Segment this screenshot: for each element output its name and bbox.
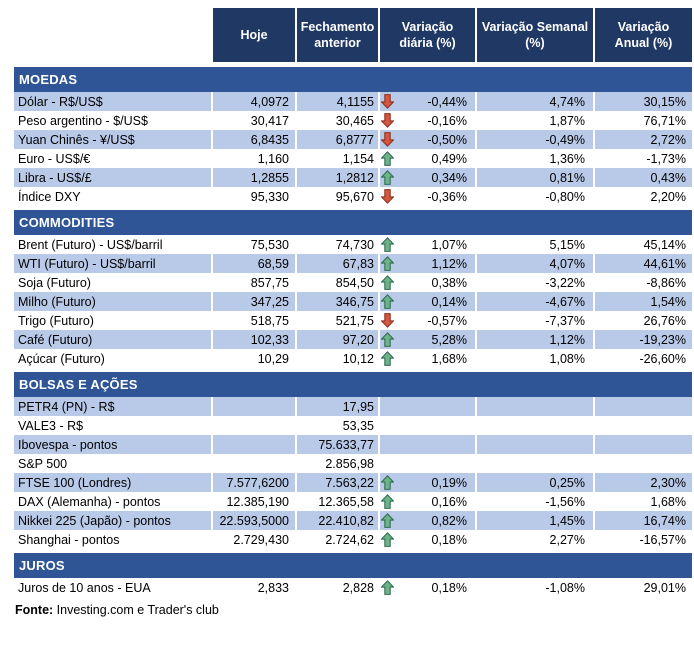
variacao-diaria-value: 0,18% bbox=[431, 532, 467, 547]
variacao-diaria-value: 0,82% bbox=[431, 513, 467, 528]
trend-up-arrow-icon bbox=[381, 294, 395, 309]
cell-fechamento-anterior: 7.563,22 bbox=[295, 473, 378, 492]
cell-variacao-semanal bbox=[475, 416, 593, 435]
trend-arrow-placeholder bbox=[381, 437, 395, 452]
column-header-variac-a-o-anual: Variação Anual (%) bbox=[593, 8, 692, 62]
table-row-ac-u-car-futuro bbox=[14, 349, 692, 368]
row-label: PETR4 (PN) - R$ bbox=[14, 397, 211, 416]
row-label: Trigo (Futuro) bbox=[14, 311, 211, 330]
table-row-milho-futuro bbox=[14, 292, 692, 311]
row-label: WTI (Futuro) - US$/barril bbox=[14, 254, 211, 273]
cell-hoje: 347,25 bbox=[211, 292, 295, 311]
trend-up-arrow-icon bbox=[381, 351, 395, 366]
row-label: Brent (Futuro) - US$/barril bbox=[14, 235, 211, 254]
variacao-diaria-value: 1,12% bbox=[431, 256, 467, 271]
trend-up-arrow-icon bbox=[381, 170, 395, 185]
cell-variacao-diaria bbox=[378, 473, 475, 492]
header-empty-cell bbox=[14, 8, 211, 62]
cell-hoje: 6,8435 bbox=[211, 130, 295, 149]
cell-variacao-diaria bbox=[378, 349, 475, 368]
trend-up-arrow-icon bbox=[381, 332, 395, 347]
cell-fechamento-anterior: 74,730 bbox=[295, 235, 378, 254]
trend-up-arrow-icon bbox=[381, 256, 395, 271]
row-label: Juros de 10 anos - EUA bbox=[14, 578, 211, 597]
variacao-diaria-value: 0,38% bbox=[431, 275, 467, 290]
cell-fechamento-anterior: 30,465 bbox=[295, 111, 378, 130]
variacao-diaria-value: 0,14% bbox=[431, 294, 467, 309]
cell-variacao-anual: 0,43% bbox=[593, 168, 692, 187]
variacao-diaria-value: 0,18% bbox=[431, 580, 467, 595]
cell-variacao-anual: 45,14% bbox=[593, 235, 692, 254]
cell-variacao-semanal: 4,07% bbox=[475, 254, 593, 273]
cell-hoje: 2.729,430 bbox=[211, 530, 295, 549]
cell-variacao-anual: 30,15% bbox=[593, 92, 692, 111]
table-row-trigo-futuro bbox=[14, 311, 692, 330]
variacao-diaria-value: 0,34% bbox=[431, 170, 467, 185]
cell-variacao-diaria bbox=[378, 492, 475, 511]
cell-variacao-diaria bbox=[378, 111, 475, 130]
variacao-diaria-value: -0,16% bbox=[427, 113, 467, 128]
cell-variacao-anual: -19,23% bbox=[593, 330, 692, 349]
cell-fechamento-anterior: 346,75 bbox=[295, 292, 378, 311]
column-header-fechamento-anterior: Fechamento anterior bbox=[295, 8, 378, 62]
row-label: FTSE 100 (Londres) bbox=[14, 473, 211, 492]
cell-variacao-semanal bbox=[475, 435, 593, 454]
cell-fechamento-anterior: 12.365,58 bbox=[295, 492, 378, 511]
trend-down-arrow-icon bbox=[381, 113, 395, 128]
cell-hoje: 12.385,190 bbox=[211, 492, 295, 511]
trend-up-arrow-icon bbox=[381, 580, 395, 595]
row-label: Euro - US$/€ bbox=[14, 149, 211, 168]
cell-variacao-semanal: 0,81% bbox=[475, 168, 593, 187]
column-header-hoje: Hoje bbox=[211, 8, 295, 62]
section-header-juros: JUROS bbox=[14, 553, 692, 578]
table-row-peso-argentino-us bbox=[14, 111, 692, 130]
cell-variacao-semanal: 2,27% bbox=[475, 530, 593, 549]
cell-variacao-diaria bbox=[378, 254, 475, 273]
variacao-diaria-value: 0,49% bbox=[431, 151, 467, 166]
trend-arrow-placeholder bbox=[381, 456, 395, 471]
row-label: DAX (Alemanha) - pontos bbox=[14, 492, 211, 511]
cell-variacao-semanal: 1,08% bbox=[475, 349, 593, 368]
cell-fechamento-anterior: 6,8777 bbox=[295, 130, 378, 149]
cell-variacao-semanal: 1,87% bbox=[475, 111, 593, 130]
cell-hoje: 518,75 bbox=[211, 311, 295, 330]
table-row-vale3-r bbox=[14, 416, 692, 435]
source-note-text: Investing.com e Trader's club bbox=[53, 603, 219, 617]
table-row-i-ndice-dxy bbox=[14, 187, 692, 206]
cell-variacao-diaria bbox=[378, 92, 475, 111]
trend-up-arrow-icon bbox=[381, 151, 395, 166]
variacao-diaria-value: -0,44% bbox=[427, 94, 467, 109]
cell-fechamento-anterior: 2.724,62 bbox=[295, 530, 378, 549]
cell-variacao-semanal: -0,80% bbox=[475, 187, 593, 206]
cell-hoje bbox=[211, 454, 295, 473]
table-row-do-lar-r-us bbox=[14, 92, 692, 111]
section-header-moedas: MOEDAS bbox=[14, 67, 692, 92]
variacao-diaria-value: 1,68% bbox=[431, 351, 467, 366]
row-label: Ibovespa - pontos bbox=[14, 435, 211, 454]
table-row-ftse-100-londres bbox=[14, 473, 692, 492]
trend-down-arrow-icon bbox=[381, 132, 395, 147]
trend-down-arrow-icon bbox=[381, 94, 395, 109]
cell-variacao-anual: 44,61% bbox=[593, 254, 692, 273]
variacao-diaria-value: -0,57% bbox=[427, 313, 467, 328]
row-label: Soja (Futuro) bbox=[14, 273, 211, 292]
cell-variacao-semanal: -0,49% bbox=[475, 130, 593, 149]
cell-variacao-anual: 1,54% bbox=[593, 292, 692, 311]
cell-hoje: 1,2855 bbox=[211, 168, 295, 187]
row-label: Dólar - R$/US$ bbox=[14, 92, 211, 111]
column-header-variac-a-o-dia-ria: Variação diária (%) bbox=[378, 8, 475, 62]
cell-variacao-diaria bbox=[378, 454, 475, 473]
cell-variacao-anual bbox=[593, 416, 692, 435]
cell-fechamento-anterior: 67,83 bbox=[295, 254, 378, 273]
cell-hoje: 75,530 bbox=[211, 235, 295, 254]
trend-up-arrow-icon bbox=[381, 532, 395, 547]
cell-hoje: 2,833 bbox=[211, 578, 295, 597]
section-header-commodities: COMMODITIES bbox=[14, 210, 692, 235]
section-header-bolsas-e-ac-o-es: BOLSAS E AÇÕES bbox=[14, 372, 692, 397]
cell-variacao-anual bbox=[593, 454, 692, 473]
trend-arrow-placeholder bbox=[381, 399, 395, 414]
cell-variacao-diaria bbox=[378, 273, 475, 292]
cell-hoje: 30,417 bbox=[211, 111, 295, 130]
cell-variacao-diaria bbox=[378, 311, 475, 330]
cell-hoje: 102,33 bbox=[211, 330, 295, 349]
trend-up-arrow-icon bbox=[381, 513, 395, 528]
variacao-diaria-value: 5,28% bbox=[431, 332, 467, 347]
table-row-brent-futuro-us-barril bbox=[14, 235, 692, 254]
trend-arrow-placeholder bbox=[381, 418, 395, 433]
variacao-diaria-value: 0,16% bbox=[431, 494, 467, 509]
row-label: Yuan Chinês - ¥/US$ bbox=[14, 130, 211, 149]
cell-variacao-diaria bbox=[378, 130, 475, 149]
cell-hoje bbox=[211, 435, 295, 454]
cell-hoje: 857,75 bbox=[211, 273, 295, 292]
cell-variacao-anual: 76,71% bbox=[593, 111, 692, 130]
trend-up-arrow-icon bbox=[381, 475, 395, 490]
cell-variacao-semanal: 0,25% bbox=[475, 473, 593, 492]
cell-fechamento-anterior: 95,670 bbox=[295, 187, 378, 206]
cell-variacao-anual: 29,01% bbox=[593, 578, 692, 597]
variacao-diaria-value: 0,19% bbox=[431, 475, 467, 490]
row-label: S&P 500 bbox=[14, 454, 211, 473]
row-label: Shanghai - pontos bbox=[14, 530, 211, 549]
table-row-wti-futuro-us-barril bbox=[14, 254, 692, 273]
row-label: Milho (Futuro) bbox=[14, 292, 211, 311]
trend-up-arrow-icon bbox=[381, 237, 395, 252]
table-row-s-p-500 bbox=[14, 454, 692, 473]
trend-down-arrow-icon bbox=[381, 313, 395, 328]
source-note-label: Fonte: bbox=[15, 603, 54, 617]
cell-variacao-diaria bbox=[378, 511, 475, 530]
table-row-juros-de-10-anos-eua bbox=[14, 578, 692, 597]
cell-fechamento-anterior: 2.856,98 bbox=[295, 454, 378, 473]
cell-variacao-anual: 26,76% bbox=[593, 311, 692, 330]
cell-fechamento-anterior: 53,35 bbox=[295, 416, 378, 435]
cell-variacao-anual: 2,20% bbox=[593, 187, 692, 206]
row-label: VALE3 - R$ bbox=[14, 416, 211, 435]
cell-hoje bbox=[211, 397, 295, 416]
cell-hoje: 1,160 bbox=[211, 149, 295, 168]
row-label: Índice DXY bbox=[14, 187, 211, 206]
row-label: Libra - US$/£ bbox=[14, 168, 211, 187]
row-label: Açúcar (Futuro) bbox=[14, 349, 211, 368]
table-body bbox=[14, 67, 692, 597]
row-label: Café (Futuro) bbox=[14, 330, 211, 349]
cell-variacao-diaria bbox=[378, 397, 475, 416]
cell-variacao-diaria bbox=[378, 330, 475, 349]
cell-variacao-diaria bbox=[378, 149, 475, 168]
trend-down-arrow-icon bbox=[381, 189, 395, 204]
cell-fechamento-anterior: 854,50 bbox=[295, 273, 378, 292]
table-row-petr4-pn-r bbox=[14, 397, 692, 416]
cell-variacao-semanal: -3,22% bbox=[475, 273, 593, 292]
cell-variacao-semanal bbox=[475, 397, 593, 416]
cell-variacao-anual: -8,86% bbox=[593, 273, 692, 292]
trend-up-arrow-icon bbox=[381, 275, 395, 290]
table-row-dax-alemanha-pontos bbox=[14, 492, 692, 511]
table-row-yuan-chine-s-us bbox=[14, 130, 692, 149]
table-header bbox=[14, 8, 692, 62]
variacao-diaria-value: -0,50% bbox=[427, 132, 467, 147]
cell-fechamento-anterior: 2,828 bbox=[295, 578, 378, 597]
cell-fechamento-anterior: 4,1155 bbox=[295, 92, 378, 111]
cell-hoje: 4,0972 bbox=[211, 92, 295, 111]
cell-variacao-anual: 2,30% bbox=[593, 473, 692, 492]
cell-variacao-anual bbox=[593, 397, 692, 416]
cell-fechamento-anterior: 10,12 bbox=[295, 349, 378, 368]
cell-fechamento-anterior: 22.410,82 bbox=[295, 511, 378, 530]
variacao-diaria-value: 1,07% bbox=[431, 237, 467, 252]
cell-fechamento-anterior: 1,2812 bbox=[295, 168, 378, 187]
cell-variacao-semanal: 1,36% bbox=[475, 149, 593, 168]
table-row-libra-us bbox=[14, 168, 692, 187]
source-note bbox=[14, 603, 692, 617]
cell-variacao-anual: 2,72% bbox=[593, 130, 692, 149]
cell-variacao-diaria bbox=[378, 187, 475, 206]
row-label: Nikkei 225 (Japão) - pontos bbox=[14, 511, 211, 530]
cell-variacao-semanal: -4,67% bbox=[475, 292, 593, 311]
cell-fechamento-anterior: 17,95 bbox=[295, 397, 378, 416]
cell-variacao-semanal: -7,37% bbox=[475, 311, 593, 330]
table-row-euro-us bbox=[14, 149, 692, 168]
cell-variacao-anual: 1,68% bbox=[593, 492, 692, 511]
column-header-variac-a-o-semanal: Variação Semanal (%) bbox=[475, 8, 593, 62]
cell-variacao-diaria bbox=[378, 435, 475, 454]
cell-hoje: 10,29 bbox=[211, 349, 295, 368]
cell-hoje: 95,330 bbox=[211, 187, 295, 206]
table-row-nikkei-225-japa-o-pontos bbox=[14, 511, 692, 530]
table-row-soja-futuro bbox=[14, 273, 692, 292]
cell-variacao-diaria bbox=[378, 235, 475, 254]
cell-fechamento-anterior: 1,154 bbox=[295, 149, 378, 168]
cell-variacao-semanal: -1,56% bbox=[475, 492, 593, 511]
cell-hoje: 68,59 bbox=[211, 254, 295, 273]
cell-variacao-anual: 16,74% bbox=[593, 511, 692, 530]
variacao-diaria-value: -0,36% bbox=[427, 189, 467, 204]
cell-variacao-anual bbox=[593, 435, 692, 454]
cell-hoje: 7.577,6200 bbox=[211, 473, 295, 492]
cell-variacao-anual: -26,60% bbox=[593, 349, 692, 368]
cell-variacao-diaria bbox=[378, 530, 475, 549]
row-label: Peso argentino - $/US$ bbox=[14, 111, 211, 130]
cell-fechamento-anterior: 97,20 bbox=[295, 330, 378, 349]
cell-variacao-semanal: -1,08% bbox=[475, 578, 593, 597]
cell-variacao-semanal: 5,15% bbox=[475, 235, 593, 254]
cell-variacao-semanal: 1,12% bbox=[475, 330, 593, 349]
cell-variacao-semanal: 4,74% bbox=[475, 92, 593, 111]
table-row-ibovespa-pontos bbox=[14, 435, 692, 454]
cell-hoje bbox=[211, 416, 295, 435]
cell-fechamento-anterior: 521,75 bbox=[295, 311, 378, 330]
trend-up-arrow-icon bbox=[381, 494, 395, 509]
cell-variacao-diaria bbox=[378, 168, 475, 187]
cell-variacao-diaria bbox=[378, 292, 475, 311]
cell-hoje: 22.593,5000 bbox=[211, 511, 295, 530]
cell-variacao-semanal bbox=[475, 454, 593, 473]
table-row-cafe-futuro bbox=[14, 330, 692, 349]
cell-variacao-semanal: 1,45% bbox=[475, 511, 593, 530]
cell-fechamento-anterior: 75.633,77 bbox=[295, 435, 378, 454]
cell-variacao-diaria bbox=[378, 578, 475, 597]
cell-variacao-diaria bbox=[378, 416, 475, 435]
cell-variacao-anual: -1,73% bbox=[593, 149, 692, 168]
table-row-shanghai-pontos bbox=[14, 530, 692, 549]
cell-variacao-anual: -16,57% bbox=[593, 530, 692, 549]
